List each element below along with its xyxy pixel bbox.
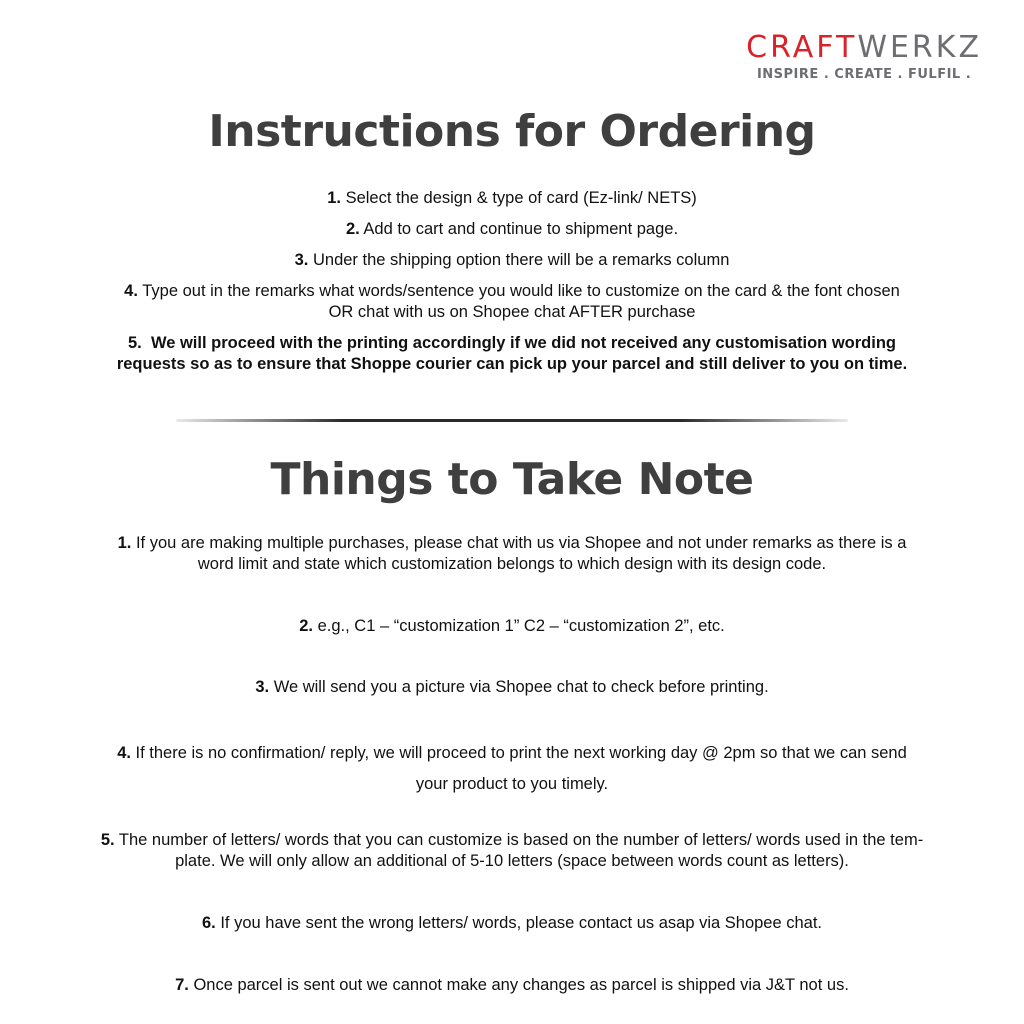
item-number: 4. — [117, 744, 131, 762]
item-number: 5. — [128, 334, 142, 352]
ordering-item-3 — [40, 250, 984, 271]
item-text: If you have sent the wrong letters/ words, please contact us asap via Shopee chat. — [220, 914, 823, 932]
brand-tagline: INSPIRE . CREATE . FULFIL . — [756, 67, 972, 82]
item-text-line2: plate. We will only allow an additional of 5-10 letters (space between words count as letters). — [175, 852, 849, 870]
item-text: e.g., C1 – “customization 1” C2 – “customization 2”, etc. — [317, 617, 725, 635]
ordering-item-4 — [40, 281, 984, 323]
brand-logo — [746, 32, 982, 82]
item-number: 3. — [255, 678, 270, 696]
note-item-6 — [40, 913, 984, 934]
ordering-item-1 — [40, 188, 984, 209]
item-number: 1. — [117, 534, 132, 552]
note-item-1 — [40, 533, 984, 575]
brand-name — [746, 32, 982, 64]
section-divider — [176, 419, 848, 422]
item-text-line1: We will proceed with the printing accordingly if we did not received any customisation wording — [150, 334, 896, 352]
item-number: 3. — [294, 251, 309, 269]
item-text: Add to cart and continue to shipment page. — [363, 220, 679, 238]
notes-title: Things to Take Note — [270, 454, 754, 505]
item-number: 5. — [100, 831, 115, 849]
ordering-item-2 — [40, 219, 984, 240]
ordering-title: Instructions for Ordering — [208, 106, 816, 157]
note-item-3 — [40, 677, 984, 698]
item-text-line1: The number of letters/ words that you can customize is based on the number of letters/ words used in the tem- — [118, 831, 924, 849]
ordering-item-5 — [40, 333, 984, 375]
note-item-5 — [30, 830, 994, 872]
item-text-line1: Type out in the remarks what words/sentence you would like to customize on the card & the font chosen — [142, 282, 900, 300]
item-text: We will send you a picture via Shopee chat to check before printing. — [273, 678, 769, 696]
item-text-line2: word limit and state which customization belongs to which design with its design code. — [197, 555, 827, 573]
item-number: 1. — [327, 189, 341, 207]
item-number: 7. — [175, 976, 189, 994]
item-text-line1: If you are making multiple purchases, please chat with us via Shopee and not under remarks as there is a — [135, 534, 907, 552]
item-text: Under the shipping option there will be a remarks column — [312, 251, 730, 269]
note-item-2 — [40, 616, 984, 637]
brand-name-grey: WERKZ — [857, 30, 982, 65]
item-number: 2. — [299, 617, 313, 635]
note-item-7 — [40, 975, 984, 996]
item-text-line2: requests so as to ensure that Shoppe courier can pick up your parcel and still deliver to you on time. — [116, 355, 908, 373]
item-number: 6. — [201, 914, 216, 932]
item-text: Select the design & type of card (Ez-link/ NETS) — [345, 189, 697, 207]
item-number: 4. — [124, 282, 138, 300]
item-text: Once parcel is sent out we cannot make any changes as parcel is shipped via J&T not us. — [193, 976, 849, 994]
brand-name-red: CRAFT — [746, 30, 858, 65]
item-text-line2: your product to you timely. — [415, 775, 609, 793]
item-text-line1: If there is no confirmation/ reply, we will proceed to print the next working day @ 2pm so that we can send — [135, 744, 907, 762]
note-item-4 — [40, 738, 984, 800]
item-text-line2: OR chat with us on Shopee chat AFTER purchase — [328, 303, 696, 321]
item-number: 2. — [345, 220, 360, 238]
